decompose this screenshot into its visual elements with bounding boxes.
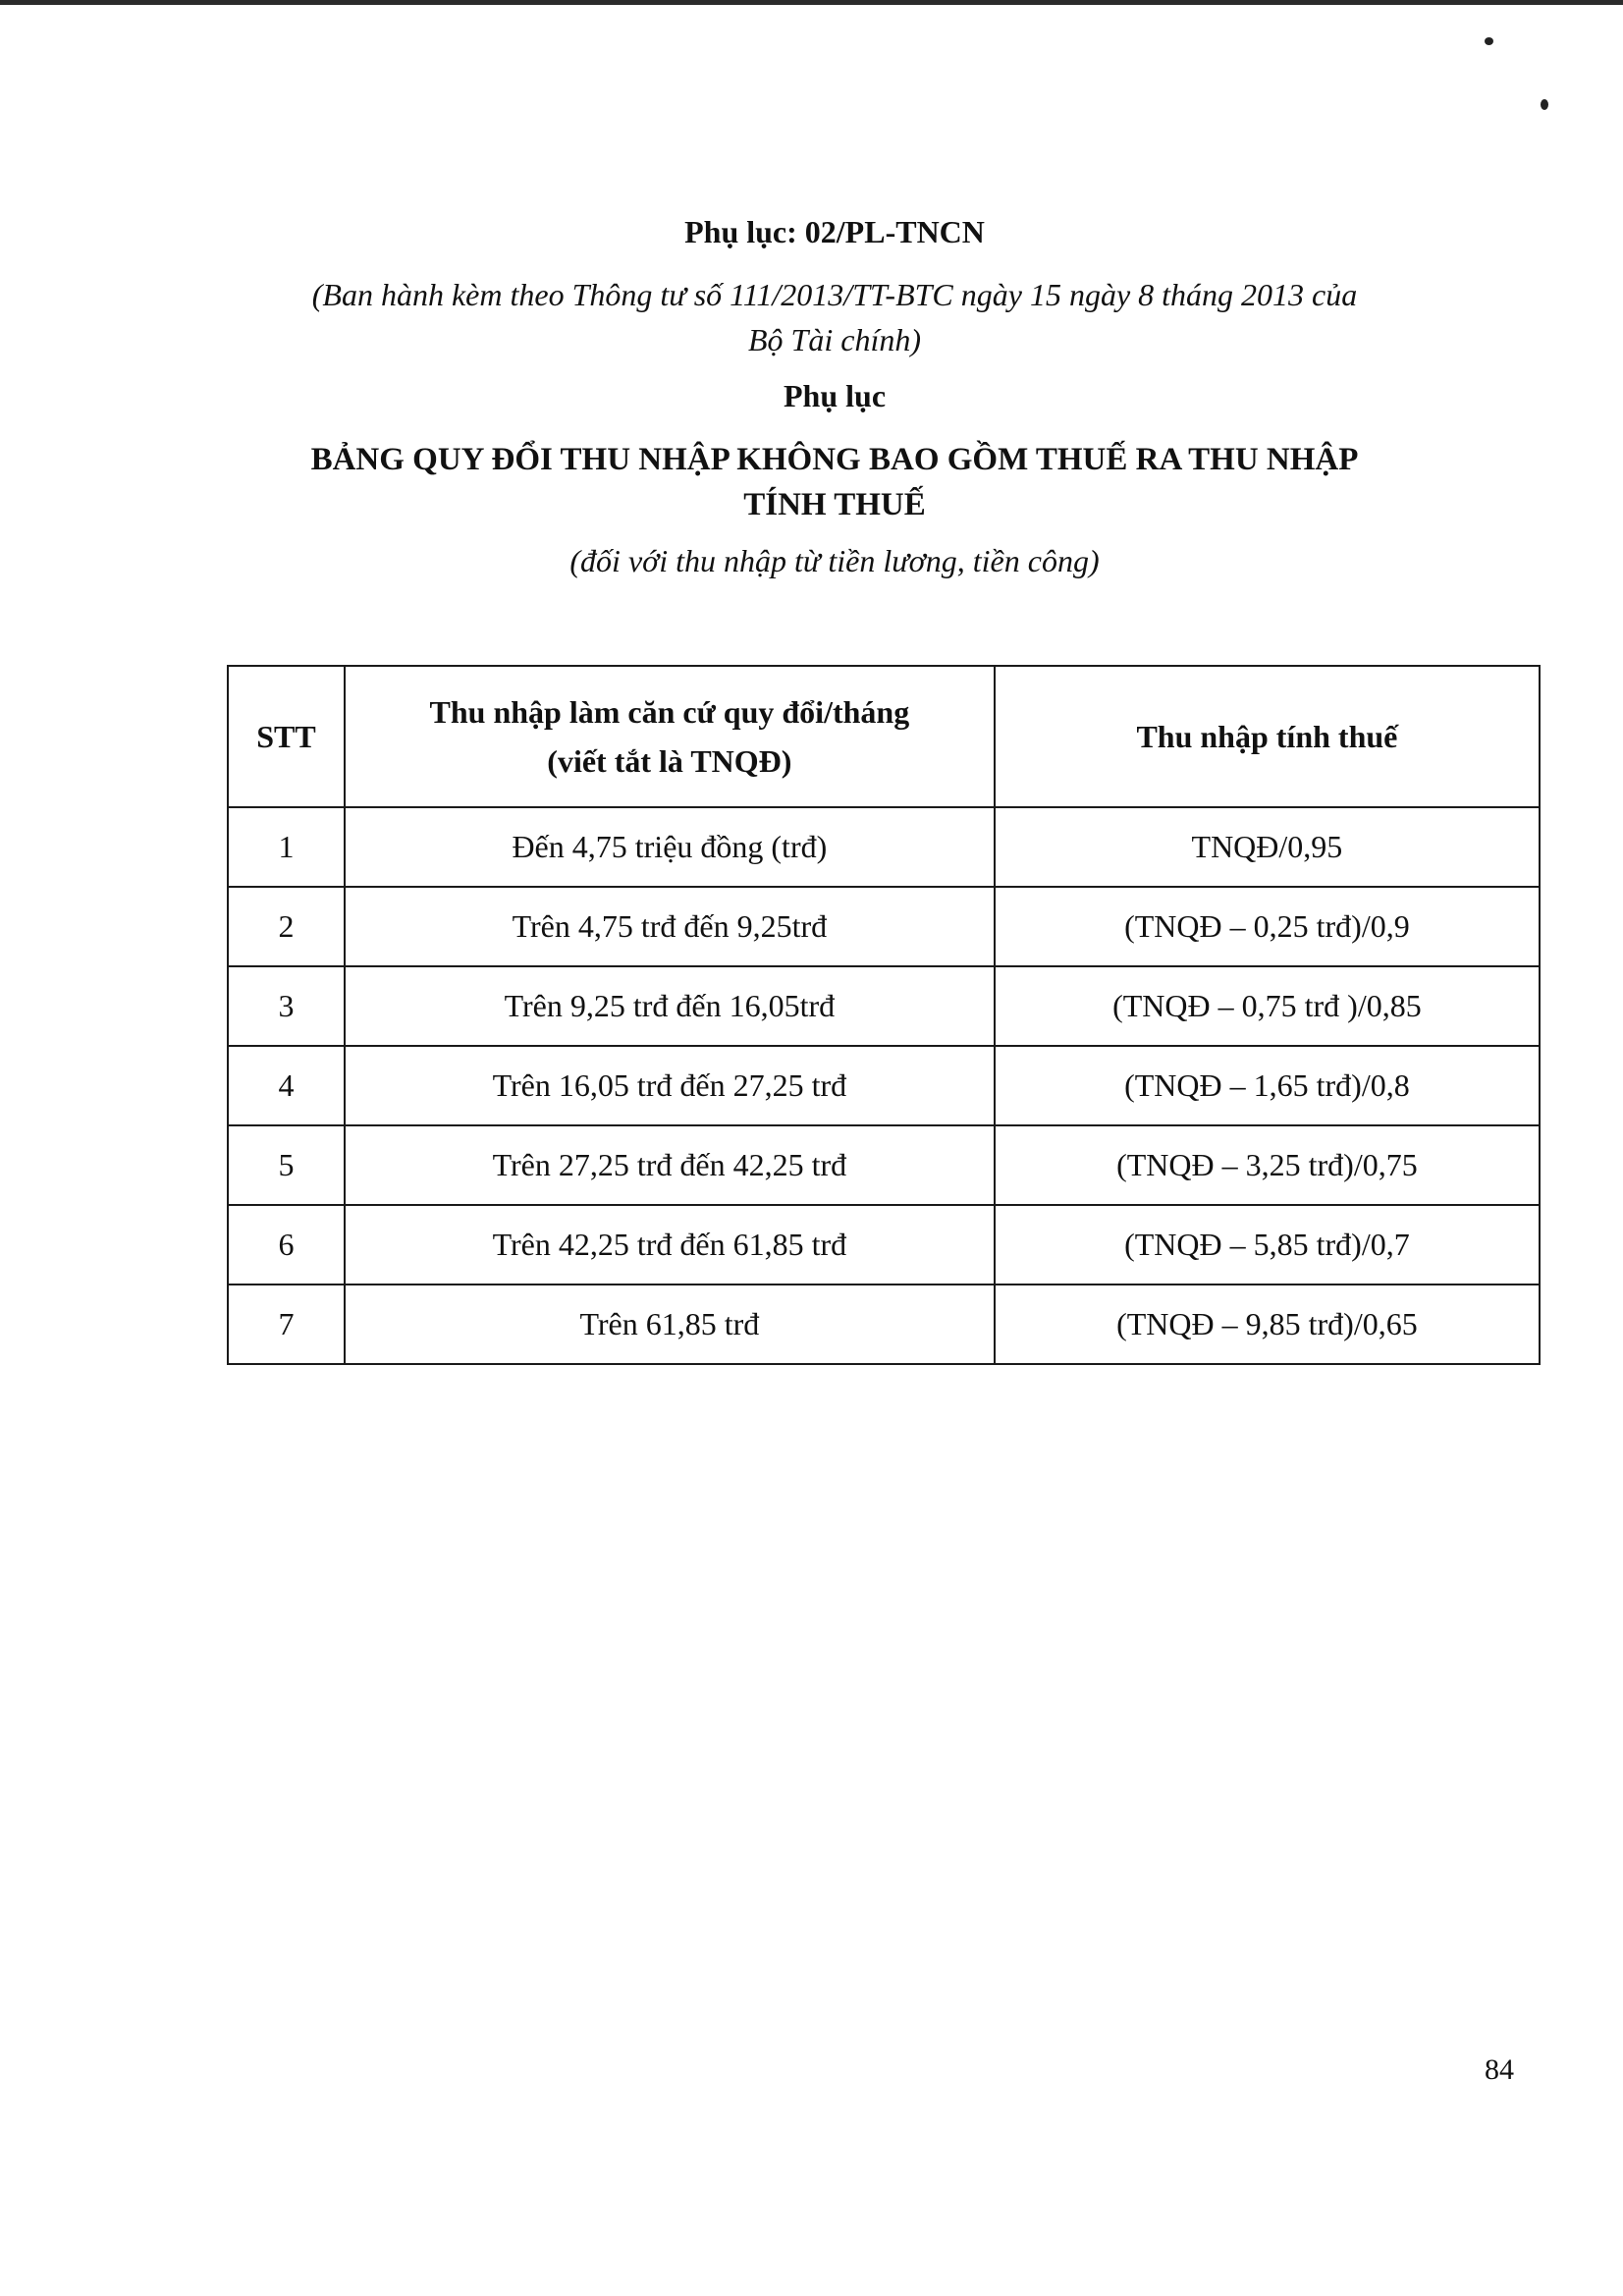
cell-taxable-income: (TNQĐ – 1,65 trđ)/0,8 [995, 1046, 1540, 1125]
table-row [228, 1205, 1540, 1285]
main-title [196, 437, 1473, 527]
table-row [228, 887, 1540, 966]
cell-stt: 3 [228, 966, 345, 1046]
cell-stt: 1 [228, 807, 345, 887]
cell-taxable-income: TNQĐ/0,95 [995, 807, 1540, 887]
issued-note-line2: Bộ Tài chính) [748, 322, 921, 357]
cell-taxable-income: (TNQĐ – 9,85 trđ)/0,65 [995, 1285, 1540, 1364]
cell-taxable-income: (TNQĐ – 5,85 trđ)/0,7 [995, 1205, 1540, 1285]
header-taxable-income: Thu nhập tính thuế [995, 666, 1540, 807]
cell-stt: 5 [228, 1125, 345, 1205]
table-row [228, 1046, 1540, 1125]
subtitle: (đối với thu nhập từ tiền lương, tiền công) [569, 543, 1100, 578]
scan-top-edge [0, 0, 1623, 5]
main-title-line1: BẢNG QUY ĐỔI THU NHẬP KHÔNG BAO GỒM THUẾ RA THU NHẬP [310, 442, 1359, 477]
appendix-code: Phụ lục: 02/PL-TNCN [684, 214, 985, 249]
cell-stt: 2 [228, 887, 345, 966]
header-base-line1: Thu nhập làm căn cứ quy đổi/tháng [429, 694, 910, 730]
page-number: 84 [1485, 2053, 1514, 2086]
header-stt: STT [228, 666, 345, 807]
cell-base-income: Trên 27,25 trđ đến 42,25 trđ [345, 1125, 995, 1205]
cell-base-income: Trên 16,05 trđ đến 27,25 trđ [345, 1046, 995, 1125]
header-base-line2: (viết tắt là TNQĐ) [547, 743, 792, 779]
cell-base-income: Trên 61,85 trđ [345, 1285, 995, 1364]
appendix-title: Phụ lục [783, 378, 887, 413]
cell-taxable-income: (TNQĐ – 0,25 trđ)/0,9 [995, 887, 1540, 966]
scan-speck [1541, 99, 1548, 110]
table-row [228, 1285, 1540, 1364]
cell-base-income: Đến 4,75 triệu đồng (trđ) [345, 807, 995, 887]
cell-stt: 6 [228, 1205, 345, 1285]
cell-base-income: Trên 9,25 trđ đến 16,05trđ [345, 966, 995, 1046]
cell-stt: 4 [228, 1046, 345, 1125]
issued-note [196, 272, 1473, 362]
header-base-income [345, 666, 995, 807]
cell-base-income: Trên 42,25 trđ đến 61,85 trđ [345, 1205, 995, 1285]
cell-stt: 7 [228, 1285, 345, 1364]
cell-taxable-income: (TNQĐ – 0,75 trđ )/0,85 [995, 966, 1540, 1046]
cell-taxable-income: (TNQĐ – 3,25 trđ)/0,75 [995, 1125, 1540, 1205]
conversion-table [227, 665, 1541, 1365]
table-row [228, 807, 1540, 887]
main-title-line2: TÍNH THUẾ [743, 487, 926, 522]
cell-base-income: Trên 4,75 trđ đến 9,25trđ [345, 887, 995, 966]
table-row [228, 966, 1540, 1046]
table-row [228, 1125, 1540, 1205]
scan-speck [1485, 37, 1493, 45]
table-header-row [228, 666, 1540, 807]
issued-note-line1: (Ban hành kèm theo Thông tư số 111/2013/TT-BTC ngày 15 ngày 8 tháng 2013 của [311, 277, 1358, 312]
